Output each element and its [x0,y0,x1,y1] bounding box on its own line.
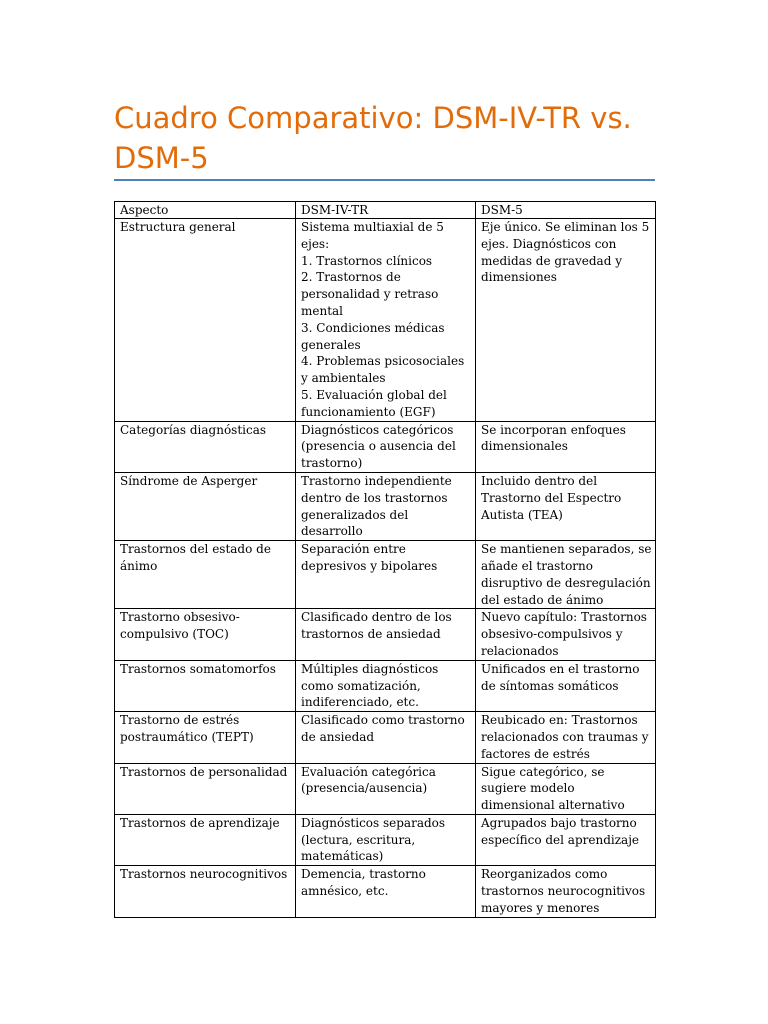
cell-dsm-5: Reubicado en: Trastornos relacionados con traumas y factores de estrés [476,712,656,763]
cell-dsm-iv-tr: Sistema multiaxial de 5 ejes: 1. Trastornos clínicos 2. Trastornos de personalidad y retraso mental 3. Condiciones médicas generales 4. Problemas psicosociales y ambientales 5. Evaluación global del funcionamiento (EGF) [296,219,476,422]
cell-dsm-5: Eje único. Se eliminan los 5 ejes. Diagnósticos con medidas de gravedad y dimensiones [476,219,656,422]
table-row [115,421,656,472]
cell-aspect: Síndrome de Asperger [115,472,296,540]
cell-aspect: Estructura general [115,219,296,422]
table-row [115,219,656,422]
cell-dsm-5: Nuevo capítulo: Trastornos obsesivo-compulsivos y relacionados [476,609,656,660]
cell-aspect: Trastornos de personalidad [115,763,296,814]
cell-dsm-5: Agrupados bajo trastorno específico del aprendizaje [476,814,656,865]
title-divider [114,179,655,181]
header-dsm-iv-tr: DSM-IV-TR [296,202,476,219]
cell-dsm-iv-tr: Múltiples diagnósticos como somatización, indiferenciado, etc. [296,660,476,711]
header-dsm-5: DSM-5 [476,202,656,219]
table-row [115,472,656,540]
table-row [115,866,656,917]
table-row [115,814,656,865]
table-header-row [115,202,656,219]
cell-aspect: Trastornos somatomorfos [115,660,296,711]
table-row [115,541,656,609]
table-row [115,609,656,660]
cell-aspect: Trastornos neurocognitivos [115,866,296,917]
comparison-table [114,201,656,918]
cell-dsm-5: Incluido dentro del Trastorno del Espectro Autista (TEA) [476,472,656,540]
cell-aspect: Trastorno de estrés postraumático (TEPT) [115,712,296,763]
cell-dsm-5: Se mantienen separados, se añade el trastorno disruptivo de desregulación del estado de ánimo [476,541,656,609]
cell-aspect: Trastornos del estado de ánimo [115,541,296,609]
cell-dsm-5: Unificados en el trastorno de síntomas somáticos [476,660,656,711]
document-title: Cuadro Comparativo: DSM-IV-TR vs. DSM-5 [114,101,632,175]
cell-dsm-iv-tr: Clasificado como trastorno de ansiedad [296,712,476,763]
table-row [115,712,656,763]
cell-dsm-iv-tr: Diagnósticos separados (lectura, escritura, matemáticas) [296,814,476,865]
cell-dsm-5: Reorganizados como trastornos neurocognitivos mayores y menores [476,866,656,917]
table-row [115,660,656,711]
cell-dsm-5: Se incorporan enfoques dimensionales [476,421,656,472]
cell-dsm-5: Sigue categórico, se sugiere modelo dimensional alternativo [476,763,656,814]
cell-aspect: Trastorno obsesivo-compulsivo (TOC) [115,609,296,660]
cell-dsm-iv-tr: Separación entre depresivos y bipolares [296,541,476,609]
cell-aspect: Trastornos de aprendizaje [115,814,296,865]
cell-aspect: Categorías diagnósticas [115,421,296,472]
cell-dsm-iv-tr: Clasificado dentro de los trastornos de ansiedad [296,609,476,660]
cell-dsm-iv-tr: Demencia, trastorno amnésico, etc. [296,866,476,917]
table-row [115,763,656,814]
cell-dsm-iv-tr: Trastorno independiente dentro de los trastornos generalizados del desarrollo [296,472,476,540]
cell-dsm-iv-tr: Evaluación categórica (presencia/ausencia) [296,763,476,814]
cell-dsm-iv-tr: Diagnósticos categóricos (presencia o ausencia del trastorno) [296,421,476,472]
header-aspecto: Aspecto [115,202,296,219]
